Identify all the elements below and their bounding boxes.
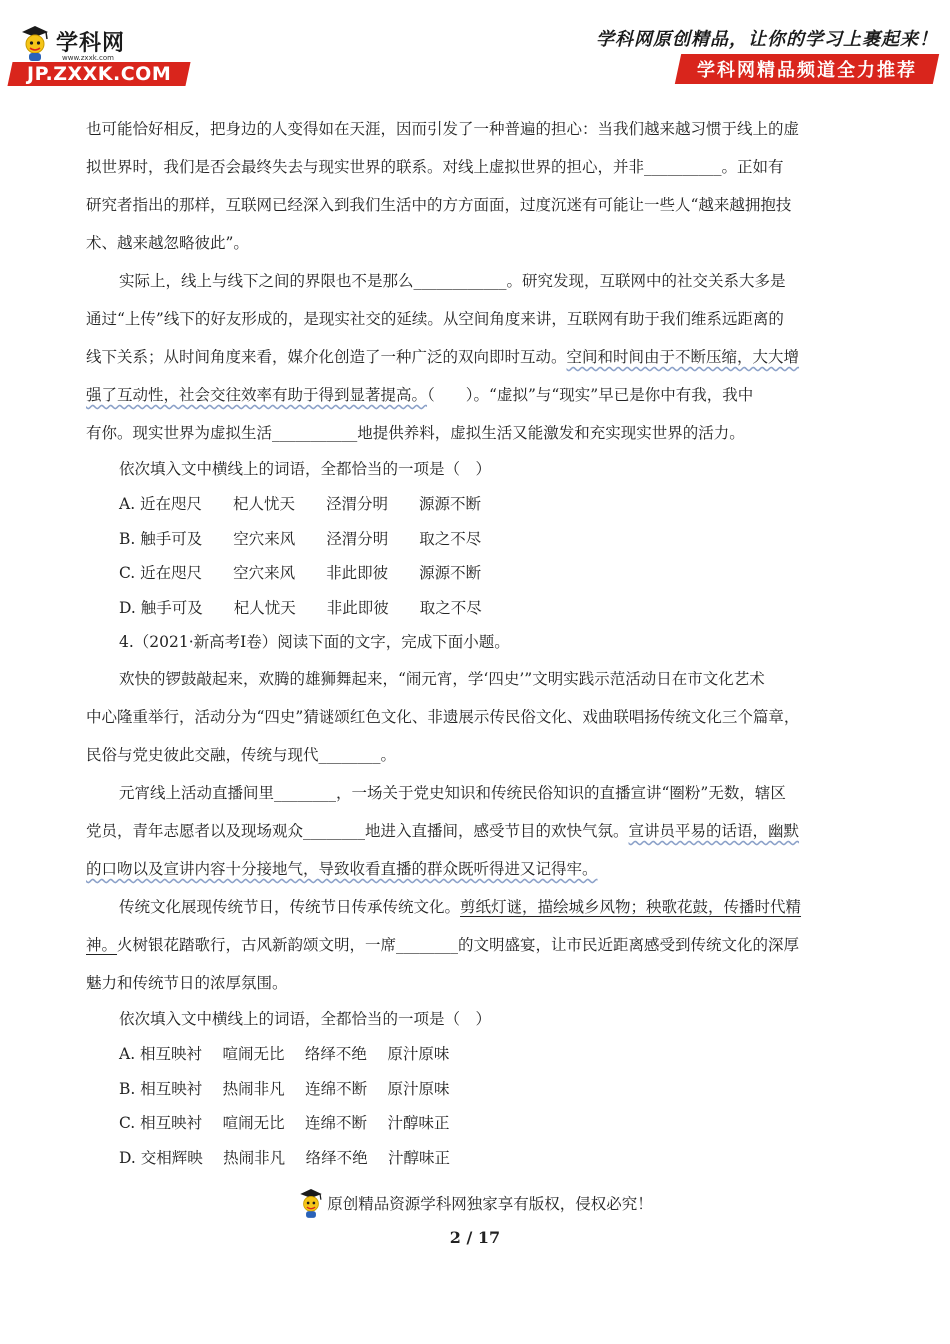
logo-url: www.zxxk.com <box>62 54 114 62</box>
mascot-icon <box>18 24 52 62</box>
page-header <box>0 0 950 100</box>
marked-sentence: 的口吻以及宣讲内容十分接地气，导致收看直播的群众既听得进又记得牢。 <box>86 860 598 878</box>
text-line: 术、越来越忽略彼此”。 <box>86 234 249 252</box>
question-3-option-b: B. 触手可及 空穴来风 泾渭分明 取之不尽 <box>119 529 482 548</box>
text-line: 欢快的锣鼓敲起来，欢腾的雄狮舞起来，“闹元宵，学‘四史’”文明实践示范活动日在市文化艺术 <box>119 670 765 688</box>
text-line: 党员，青年志愿者以及现场观众________地进入直播间，感受节目的欢快气氛。 <box>86 822 629 840</box>
question-3-option-a: A. 近在咫尺 杞人忧天 泾渭分明 源源不断 <box>119 495 482 513</box>
text-line: 元宵线上活动直播间里________，一场关于党史知识和传统民俗知识的直播宣讲“圈粉”无数，辖区 <box>119 784 786 802</box>
header-banner <box>675 54 939 84</box>
question-4-option-c: C. 相互映衬 喧闹无比 连绵不断 汁醇味正 <box>119 1114 450 1132</box>
header-banner-text: 学科网精品频道全力推荐 <box>697 60 917 81</box>
zxxk-logo[interactable] <box>10 22 200 90</box>
text-line: 研究者指出的那样，互联网已经深入到我们生活中的方方面面，过度沉迷有可能让一些人“越来越拥抱技 <box>86 196 792 214</box>
marked-sentence: 宣讲员平易的话语，幽默 <box>628 822 800 840</box>
logo-jp-badge <box>7 62 190 86</box>
paragraph-3 <box>86 660 866 774</box>
text-line: 实际上，线上与线下之间的界限也不是那么____________。研究发现，互联网中的社交关系大多是 <box>119 272 786 290</box>
question-4-prompt: 依次填入文中横线上的词语，全都恰当的一项是（ ） <box>119 1010 492 1028</box>
question-4-option-d: D. 交相辉映 热闹非凡 络绎不绝 汁醇味正 <box>119 1148 451 1167</box>
text-line: 民俗与党史彼此交融，传统与现代________。 <box>86 746 397 764</box>
logo-jp-text: JP.ZXXK.COM <box>26 63 172 85</box>
question-4-option-a: A. 相互映衬 喧闹无比 络绎不绝 原汁原味 <box>119 1045 450 1063</box>
copyright-text: 原创精品资源学科网独家享有版权，侵权必究！ <box>327 1195 653 1213</box>
underlined-sentence: 剪纸灯谜，描绘城乡风物；秧歌花鼓，传播时代精 <box>460 898 802 916</box>
text-line: （ ）。“虚拟”与“现实”早已是你中有我，我中 <box>427 386 754 404</box>
text-line: 拟世界时，我们是否会最终失去与现实世界的联系。对线上虚拟世界的担心，并非__________。正如有 <box>86 158 784 176</box>
text-line: 也可能恰好相反，把身边的人变得如在天涯，因而引发了一种普遍的担心：当我们越来越习惯于线上的虚 <box>86 120 800 138</box>
question-3-option-d: D. 触手可及 杞人忧天 非此即彼 取之不尽 <box>119 598 482 617</box>
document-body <box>86 110 866 1175</box>
question-4-header: 4.（2021·新高考Ⅰ卷）阅读下面的文字，完成下面小题。 <box>119 633 510 651</box>
question-3-option-c: C. 近在咫尺 空穴来风 非此即彼 源源不断 <box>119 564 482 582</box>
text-line: 传统文化展现传统节日，传统节日传承传统文化。 <box>119 898 461 916</box>
page-number: 2 / 17 <box>449 1228 501 1247</box>
text-line: 线下关系；从时间角度来看，媒介化创造了一种广泛的双向即时互动。 <box>86 348 567 366</box>
text-line: 中心隆重举行，活动分为“四史”猜谜颂红色文化、非遗展示传民俗文化、戏曲联唱扬传统文化三个篇章， <box>86 708 800 726</box>
text-line: 火树银花踏歌行，古风新韵颂文明，一席________的文明盛宴，让市民近距离感受到传统文化的深厚 <box>117 936 800 954</box>
underlined-sentence: 神。 <box>86 936 118 954</box>
marked-sentence: 强了互动性，社会交往效率有助于得到显著提高。 <box>86 386 428 404</box>
paragraph-1 <box>86 110 866 262</box>
copyright-notice <box>297 1186 653 1220</box>
paragraph-5 <box>86 888 866 1002</box>
paragraph-4 <box>86 774 866 888</box>
page-footer <box>0 1186 950 1224</box>
text-line: 魅力和传统节日的浓厚氛围。 <box>86 974 288 992</box>
header-slogan: 学科网原创精品，让你的学习上裹起来！ <box>596 29 938 50</box>
mascot-icon <box>297 1186 325 1220</box>
logo-text: 学科网 <box>56 31 126 56</box>
paragraph-2 <box>86 262 866 452</box>
question-3-prompt: 依次填入文中横线上的词语，全都恰当的一项是（ ） <box>119 460 492 478</box>
marked-sentence: 空间和时间由于不断压缩，大大增 <box>566 348 800 366</box>
text-line: 有你。现实世界为虚拟生活___________地提供养料，虚拟生活又能激发和充实现实世界的活力。 <box>86 424 745 442</box>
question-4-option-b: B. 相互映衬 热闹非凡 连绵不断 原汁原味 <box>119 1079 450 1098</box>
text-line: 通过“上传”线下的好友形成的，是现实社交的延续。从空间角度来讲，互联网有助于我们维系远距离的 <box>86 310 784 328</box>
